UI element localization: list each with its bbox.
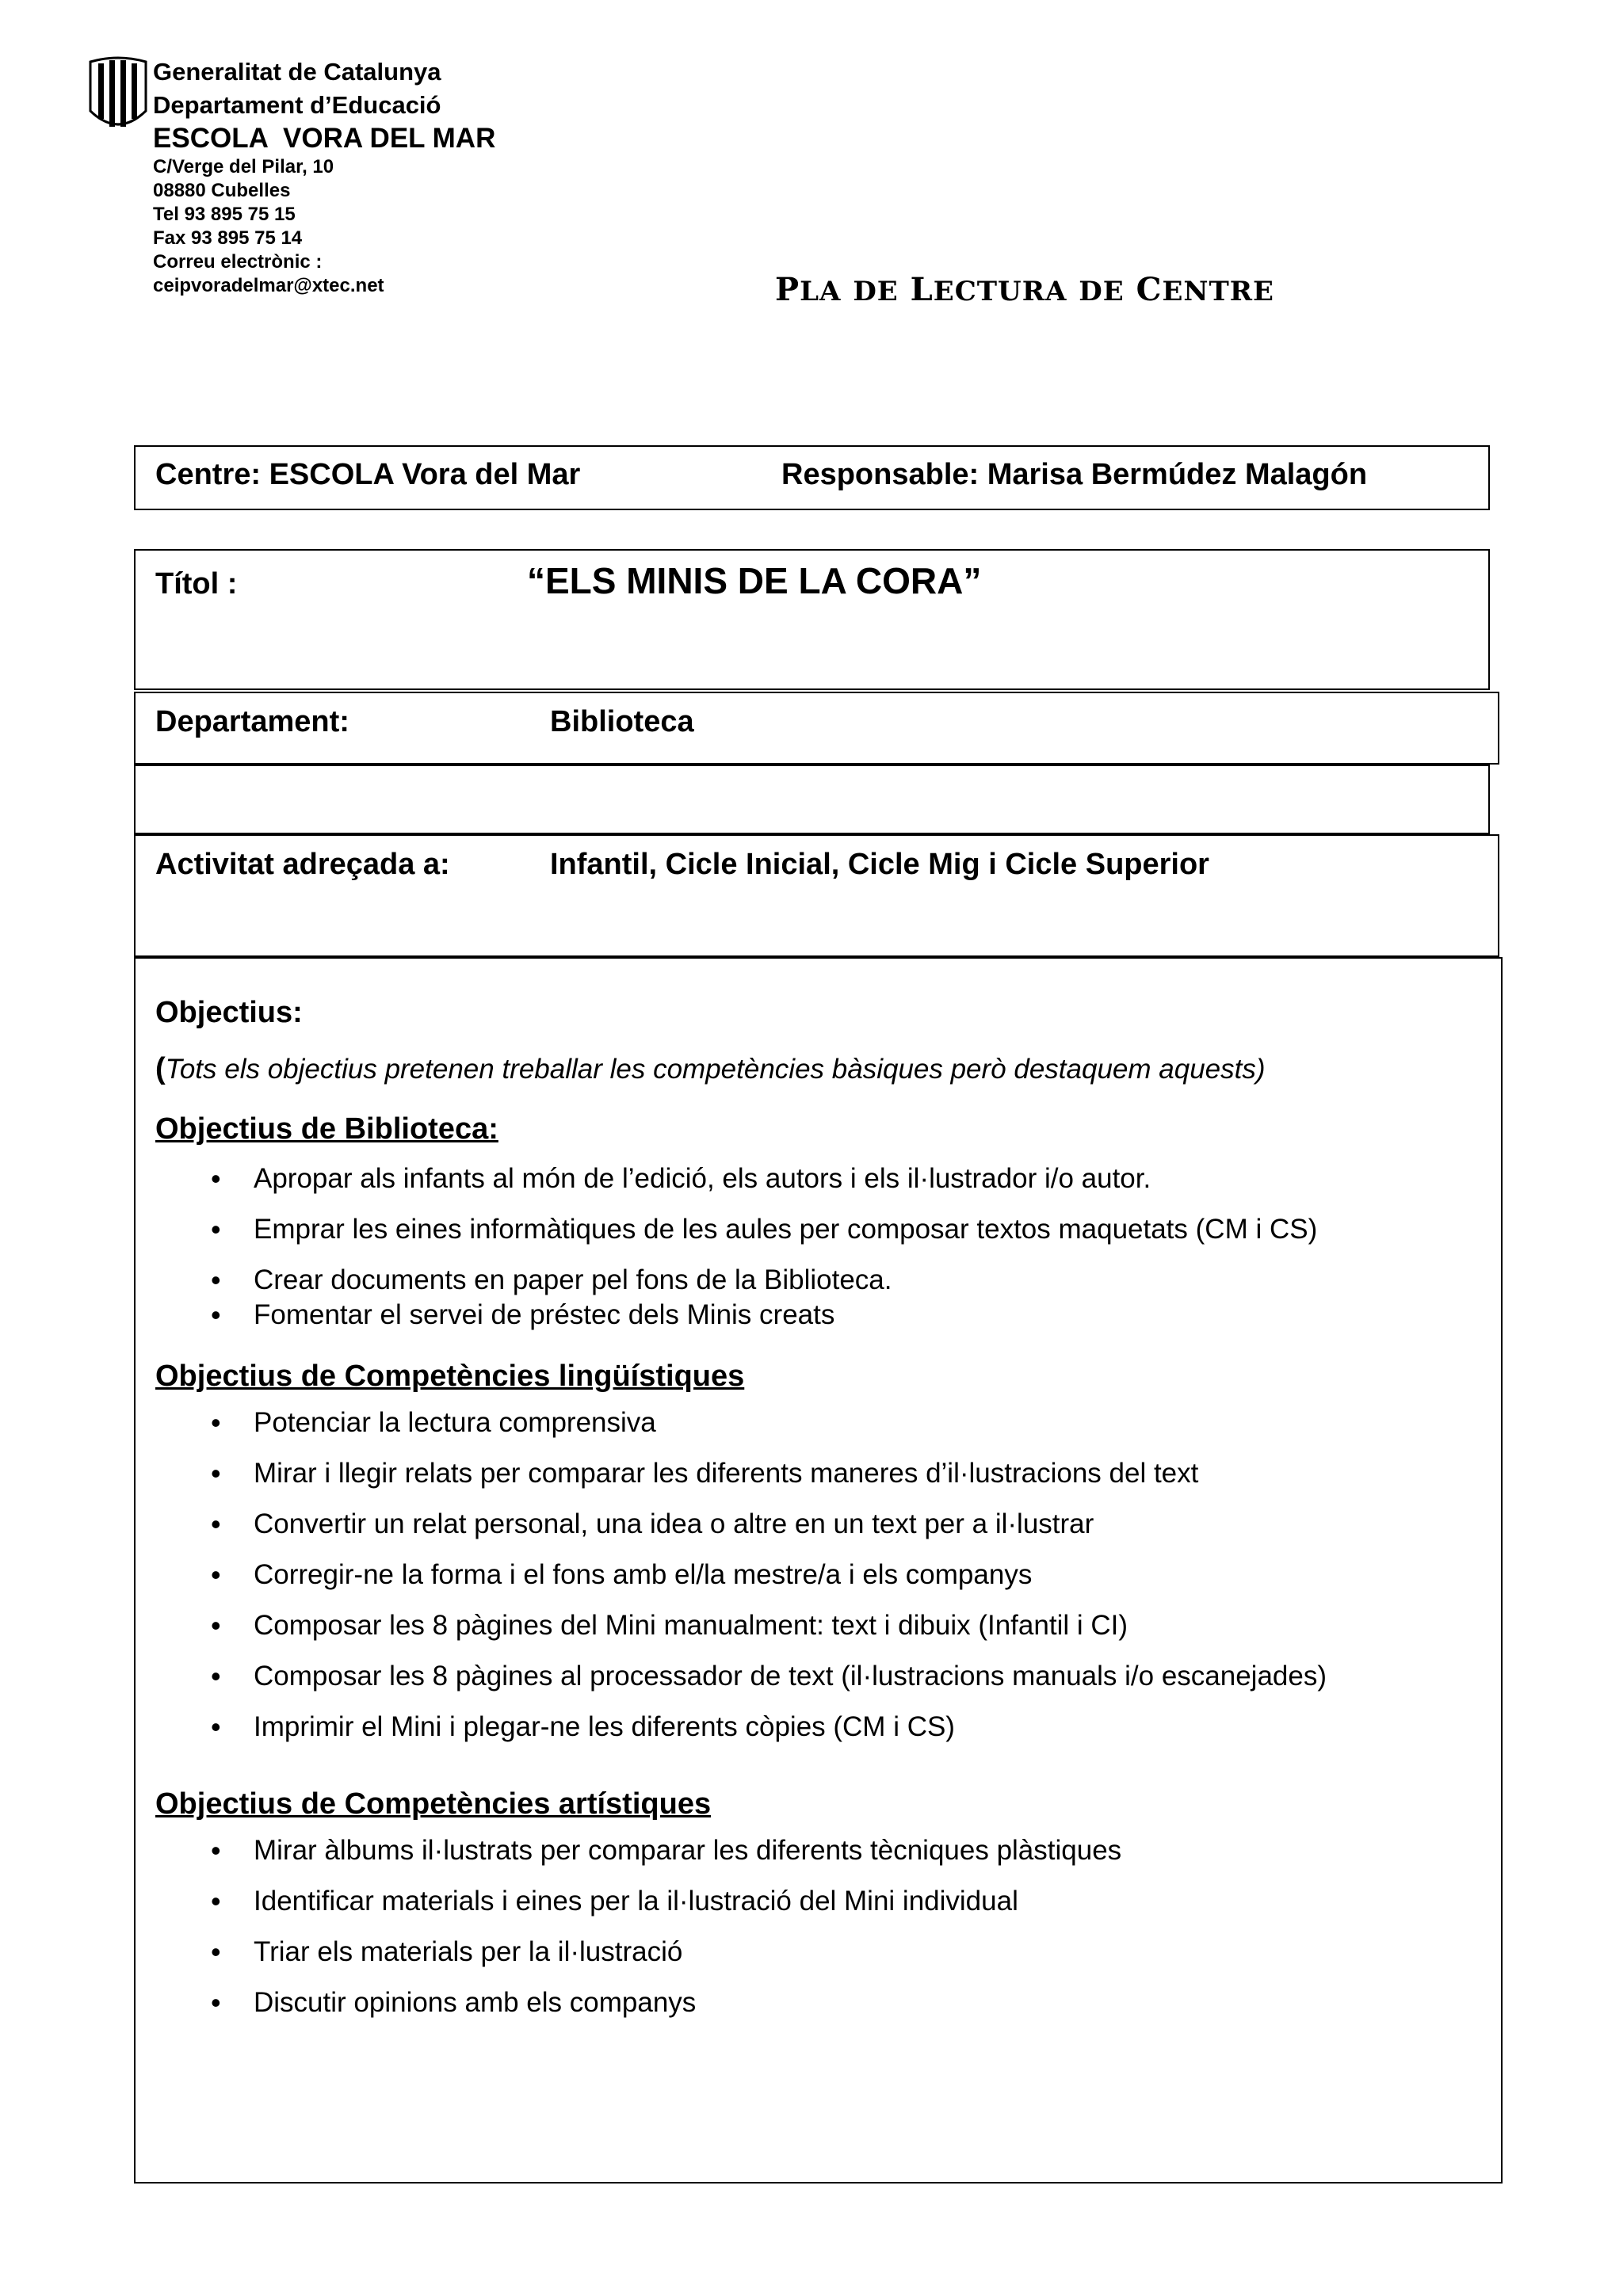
generalitat-stripes-icon [86, 55, 151, 135]
list-item: • Corregir-ne la forma i el fons amb el/la mestre/a i els companys [155, 1558, 1471, 1592]
school-email: ceipvoradelmar@xtec.net [153, 275, 384, 296]
list-item: • Triar els materials per la il·lustració [155, 1935, 1471, 1970]
section-heading-artistiques: Objectius de Competències artístiques [155, 1787, 712, 1821]
responsable-label: Responsable: Marisa Bermúdez Malagón [781, 458, 1368, 491]
list-item: • Mirar àlbums il·lustrats per comparar les diferents tècniques plàstiques [155, 1833, 1471, 1868]
list-artistiques [155, 1833, 1471, 2020]
school-email-label: Correu electrònic : [153, 251, 323, 273]
departament-label: Departament: [155, 705, 349, 738]
activitat-value: Infantil, Cicle Inicial, Cicle Mig i Cicle Superior [550, 848, 1209, 881]
list-item: • Crear documents en paper pel fons de la Biblioteca. [155, 1263, 1471, 1298]
list-item: • Fomentar el servei de préstec dels Minis creats [155, 1298, 1471, 1333]
school-address: C/Verge del Pilar, 10 [153, 156, 334, 177]
section-heading-linguistiques: Objectius de Competències lingüístiques [155, 1360, 745, 1393]
list-linguistiques [155, 1405, 1471, 1745]
list-item: • Discutir opinions amb els companys [155, 1985, 1471, 2020]
titol-label: Títol : [155, 567, 238, 601]
plan-title: PLA DE LECTURA DE CENTRE [775, 271, 1274, 308]
school-tel: Tel 93 895 75 15 [153, 204, 296, 225]
institution-header [153, 55, 495, 298]
list-item: • Identificar materials i eines per la il·lustració del Mini individual [155, 1884, 1471, 1919]
list-item: • Mirar i llegir relats per comparar les diferents maneres d’il·lustracions del text [155, 1456, 1471, 1491]
list-item: • Convertir un relat personal, una idea o altre en un text per a il·lustrar [155, 1507, 1471, 1542]
list-item: • Composar les 8 pàgines del Mini manualment: text i dibuix (Infantil i CI) [155, 1608, 1471, 1643]
titol-value: “ELS MINIS DE LA CORA” [527, 560, 982, 601]
activitat-label: Activitat adreçada a: [155, 848, 450, 881]
objectius-note: (Tots els objectius pretenen treballar les competències bàsiques però destaquem aquests) [155, 1052, 1266, 1085]
school-name: ESCOLA VORA DEL MAR [153, 123, 496, 154]
list-item: • Imprimir el Mini i plegar-ne les diferents còpies (CM i CS) [155, 1710, 1471, 1745]
list-item: • Apropar als infants al món de l’edició, els autors i els il·lustrador i/o autor. [155, 1161, 1471, 1196]
departament-value: Biblioteca [550, 705, 694, 738]
objectius-content [155, 994, 1471, 2020]
section-heading-biblioteca: Objectius de Biblioteca: [155, 1112, 498, 1146]
centre-label: Centre: ESCOLA Vora del Mar [155, 458, 581, 491]
list-item: • Composar les 8 pàgines al processador de text (il·lustracions manuals i/o escanejades) [155, 1659, 1471, 1694]
empty-row-box [134, 765, 1490, 834]
school-fax: Fax 93 895 75 14 [153, 227, 303, 249]
list-item: • Emprar les eines informàtiques de les aules per composar textos maquetats (CM i CS) [155, 1212, 1471, 1247]
org-line-1: Generalitat de Catalunya [153, 58, 441, 86]
list-biblioteca [155, 1161, 1471, 1333]
objectius-title: Objectius: [155, 996, 303, 1029]
school-city: 08880 Cubelles [153, 180, 291, 201]
org-line-2: Departament d’Educació [153, 91, 441, 119]
list-item: • Potenciar la lectura comprensiva [155, 1405, 1471, 1440]
